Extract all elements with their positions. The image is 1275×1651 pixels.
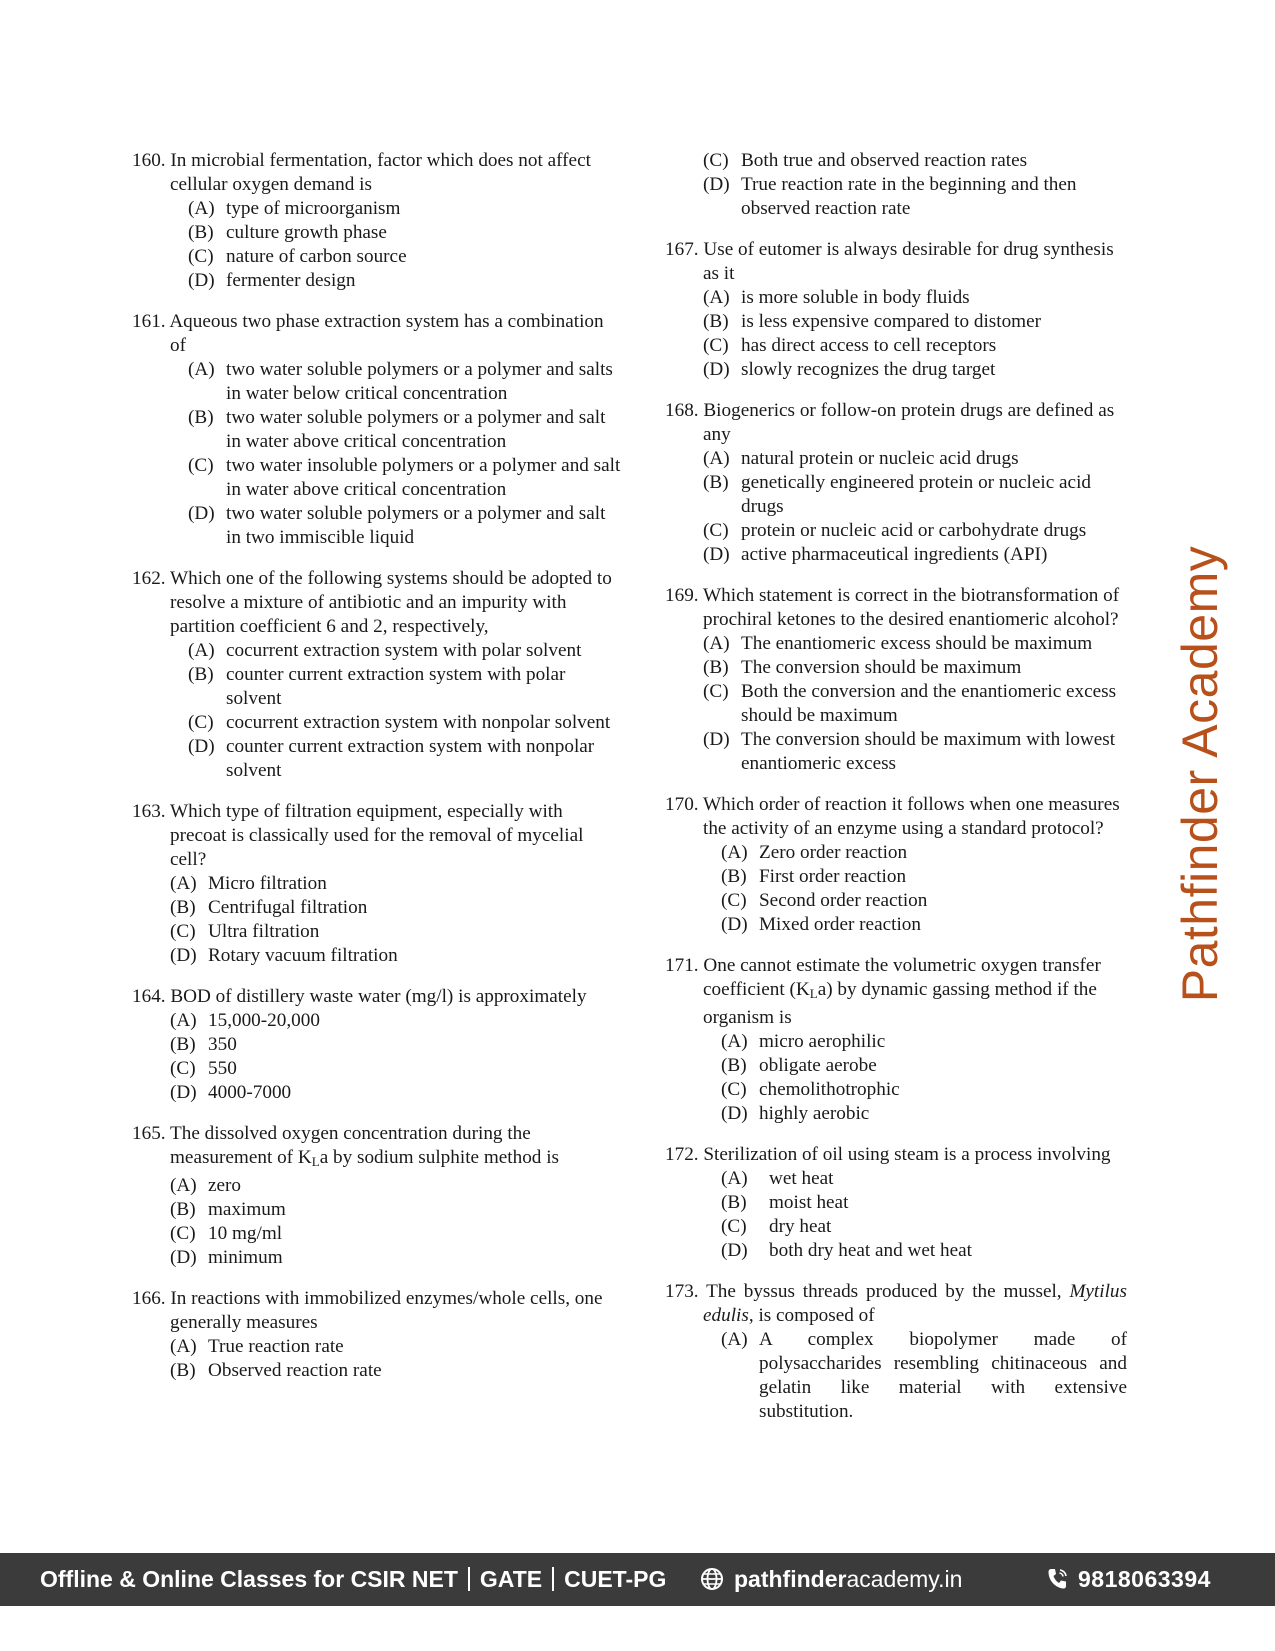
- question-stem: 164. BOD of distillery waste water (mg/l) is approximately: [132, 986, 587, 1007]
- option-text: cocurrent extraction system with polar solvent: [226, 640, 582, 661]
- question-block: [132, 149, 622, 293]
- option-letter: (B): [703, 311, 729, 332]
- answer-option: [188, 711, 622, 735]
- option-text: counter current extraction system with nonpolar solvent: [226, 736, 595, 781]
- options-list: [665, 841, 1127, 937]
- answer-option: [170, 1335, 622, 1359]
- answer-option: [170, 1174, 622, 1198]
- answer-option: [703, 656, 1127, 680]
- answer-option: [703, 358, 1127, 382]
- answer-option: [170, 1033, 622, 1057]
- answer-option: [170, 920, 622, 944]
- answer-option: [188, 454, 622, 502]
- answer-option: [721, 1215, 1127, 1239]
- answer-option: [188, 639, 622, 663]
- option-text: Observed reaction rate: [208, 1360, 382, 1381]
- answer-option: [721, 1191, 1127, 1215]
- right-column: [665, 149, 1127, 1441]
- option-text: minimum: [208, 1247, 283, 1268]
- option-letter: (B): [188, 222, 214, 243]
- stem-subscript: L: [809, 986, 818, 1001]
- option-letter: (C): [188, 712, 214, 733]
- option-letter: (A): [188, 198, 215, 219]
- answer-option: [721, 889, 1127, 913]
- option-letter: (C): [703, 335, 729, 356]
- option-text: 4000-7000: [208, 1082, 292, 1103]
- option-text: Zero order reaction: [759, 842, 908, 863]
- option-text: genetically engineered protein or nucleic acid drugs: [741, 472, 1092, 517]
- option-letter: (C): [170, 1058, 196, 1079]
- option-text: natural protein or nucleic acid drugs: [741, 448, 1019, 469]
- stem-subscript: L: [311, 1154, 320, 1169]
- option-text: two water soluble polymers or a polymer and salt in two immiscible liquid: [226, 503, 606, 548]
- answer-option: [703, 680, 1127, 728]
- option-letter: (C): [188, 246, 214, 267]
- option-text: 10 mg/ml: [208, 1223, 283, 1244]
- option-letter: (D): [170, 945, 197, 966]
- options-list: [132, 872, 622, 968]
- option-letter: (A): [703, 633, 730, 654]
- option-text: active pharmaceutical ingredients (API): [741, 544, 1048, 565]
- option-letter: (B): [170, 1360, 196, 1381]
- option-letter: (C): [170, 921, 196, 942]
- option-text: two water soluble polymers or a polymer and salt in water above critical concentration: [226, 407, 606, 452]
- footer-classes-csir: Offline & Online Classes for CSIR NET: [40, 1566, 458, 1592]
- answer-option: [703, 310, 1127, 334]
- option-letter: (B): [721, 866, 747, 887]
- question-stem: [132, 1122, 622, 1174]
- answer-option: [188, 221, 622, 245]
- option-text: The conversion should be maximum with lowest enantiomeric excess: [741, 729, 1116, 774]
- answer-option: [721, 865, 1127, 889]
- option-text: Both the conversion and the enantiomeric excess should be maximum: [741, 681, 1117, 726]
- option-text: micro aerophilic: [759, 1031, 886, 1052]
- option-text: two water insoluble polymers or a polymer and salt in water above critical concentration: [226, 455, 621, 500]
- footer-phone[interactable]: [1046, 1566, 1211, 1593]
- question-stem: 161. Aqueous two phase extraction system has a combination of: [132, 311, 604, 356]
- option-letter: (A): [170, 1010, 197, 1031]
- answer-option: [170, 1359, 622, 1383]
- question-stem: 168. Biogenerics or follow-on protein drugs are defined as any: [665, 400, 1115, 445]
- footer-separator: [468, 1567, 470, 1591]
- option-letter: (C): [170, 1223, 196, 1244]
- option-letter: (C): [703, 681, 729, 702]
- answer-option: [721, 1054, 1127, 1078]
- question-block: [665, 238, 1127, 382]
- stem-text: 165. The dissolved oxygen concentration during the measurement of K: [132, 1123, 531, 1168]
- stem-text: , is composed of: [748, 1305, 875, 1326]
- answer-option: [188, 663, 622, 711]
- options-list: [132, 639, 622, 783]
- option-text: First order reaction: [759, 866, 907, 887]
- stem-text: 173. The byssus threads produced by the mussel,: [665, 1281, 1070, 1302]
- option-letter: (D): [188, 503, 215, 524]
- option-text: zero: [208, 1175, 242, 1196]
- footer-classes-gate: GATE: [479, 1566, 543, 1592]
- options-list: [132, 197, 622, 293]
- option-text: True reaction rate: [208, 1336, 344, 1357]
- option-text: slowly recognizes the drug target: [741, 359, 996, 380]
- option-letter: (D): [721, 1103, 748, 1124]
- option-letter: (B): [188, 407, 214, 428]
- option-text: The enantiomeric excess should be maximum: [741, 633, 1093, 654]
- question-block: [132, 1122, 622, 1270]
- option-letter: (A): [721, 1168, 748, 1189]
- answer-option: [703, 286, 1127, 310]
- options-list: [132, 1174, 622, 1270]
- option-letter: (D): [188, 270, 215, 291]
- footer-separator: [552, 1567, 554, 1591]
- option-text: fermenter design: [226, 270, 356, 291]
- question-block: [132, 800, 622, 968]
- option-text: both dry heat and wet heat: [769, 1240, 972, 1261]
- answer-option: [188, 197, 622, 221]
- option-letter: (D): [170, 1082, 197, 1103]
- option-text: Micro filtration: [208, 873, 327, 894]
- answer-option: [170, 1009, 622, 1033]
- option-text: culture growth phase: [226, 222, 387, 243]
- phone-number: 9818063394: [1078, 1566, 1211, 1592]
- answer-option: [721, 1030, 1127, 1054]
- option-letter: (D): [703, 359, 730, 380]
- stem-text: 171. One cannot estimate the volumetric oxygen transfer coefficient (K: [665, 955, 1101, 1000]
- option-text: two water soluble polymers or a polymer and salts in water below critical concentration: [226, 359, 613, 404]
- answer-option: [703, 334, 1127, 358]
- option-text: A complex biopolymer made of polysaccharides resembling chitinaceous and gelatin like material with extensive substitution.: [759, 1329, 1127, 1422]
- options-list: [665, 1030, 1127, 1126]
- option-letter: (D): [721, 1240, 748, 1261]
- option-text: has direct access to cell receptors: [741, 335, 997, 356]
- option-letter: (D): [188, 736, 215, 757]
- answer-option: [703, 447, 1127, 471]
- question-stem: 160. In microbial fermentation, factor which does not affect cellular oxygen demand is: [132, 150, 591, 195]
- stem-text: a by sodium sulphite method is: [319, 1147, 559, 1168]
- footer-website[interactable]: [700, 1566, 962, 1593]
- footer-classes-cuet: CUET-PG: [564, 1566, 667, 1592]
- option-letter: (C): [721, 890, 747, 911]
- question-block: [665, 1280, 1127, 1424]
- option-letter: (C): [703, 520, 729, 541]
- question-stem: [665, 1280, 1127, 1328]
- website-bold: pathfinder: [734, 1566, 847, 1592]
- answer-option: [703, 519, 1127, 543]
- answer-option: [721, 1078, 1127, 1102]
- question-stem: 163. Which type of filtration equipment, especially with precoat is classically used for the removal of mycelial cell?: [132, 801, 584, 870]
- option-letter: (C): [721, 1079, 747, 1100]
- left-column: [132, 149, 622, 1400]
- phone-icon: [1046, 1567, 1068, 1591]
- answer-option: [703, 149, 1127, 173]
- options-list: [132, 358, 622, 550]
- option-letter: (B): [170, 897, 196, 918]
- option-text: The conversion should be maximum: [741, 657, 1022, 678]
- option-letter: (A): [721, 1031, 748, 1052]
- answer-option: [170, 1246, 622, 1270]
- options-list: [132, 1009, 622, 1105]
- answer-option: [188, 406, 622, 454]
- option-text: moist heat: [769, 1192, 849, 1213]
- option-text: counter current extraction system with polar solvent: [226, 664, 566, 709]
- answer-option: [188, 245, 622, 269]
- option-letter: (D): [703, 729, 730, 750]
- option-text: is more soluble in body fluids: [741, 287, 970, 308]
- option-text: Mixed order reaction: [759, 914, 921, 935]
- footer-banner: [0, 1553, 1275, 1606]
- option-text: Rotary vacuum filtration: [208, 945, 398, 966]
- option-text: obligate aerobe: [759, 1055, 877, 1076]
- answer-option: [721, 1239, 1127, 1263]
- answer-option: [170, 1081, 622, 1105]
- option-text: protein or nucleic acid or carbohydrate drugs: [741, 520, 1087, 541]
- options-list: [665, 149, 1127, 221]
- question-stem: 167. Use of eutomer is always desirable for drug synthesis as it: [665, 239, 1114, 284]
- option-text: 550: [208, 1058, 237, 1079]
- answer-option: [721, 1328, 1127, 1424]
- answer-option: [170, 872, 622, 896]
- option-letter: (D): [170, 1247, 197, 1268]
- option-letter: (A): [188, 640, 215, 661]
- globe-icon: [700, 1567, 724, 1591]
- option-text: 15,000-20,000: [208, 1010, 320, 1031]
- option-text: Both true and observed reaction rates: [741, 150, 1028, 171]
- option-text: Ultra filtration: [208, 921, 320, 942]
- option-letter: (C): [188, 455, 214, 476]
- option-text: chemolithotrophic: [759, 1079, 900, 1100]
- option-text: True reaction rate in the beginning and then observed reaction rate: [741, 174, 1077, 219]
- answer-option: [188, 735, 622, 783]
- option-letter: (A): [170, 873, 197, 894]
- answer-option: [703, 632, 1127, 656]
- options-list: [665, 286, 1127, 382]
- option-text: is less expensive compared to distomer: [741, 311, 1042, 332]
- option-letter: (A): [721, 1329, 748, 1350]
- option-text: type of microorganism: [226, 198, 401, 219]
- question-stem: 170. Which order of reaction it follows when one measures the activity of an enzyme using a standard protocol?: [665, 794, 1120, 839]
- option-text: 350: [208, 1034, 237, 1055]
- question-continuation: [665, 149, 1127, 221]
- option-letter: (A): [170, 1175, 197, 1196]
- answer-option: [170, 1198, 622, 1222]
- option-letter: (A): [170, 1336, 197, 1357]
- question-stem: 166. In reactions with immobilized enzymes/whole cells, one generally measures: [132, 1288, 603, 1333]
- question-stem: 162. Which one of the following systems should be adopted to resolve a mixture of antibiotic and an impurity with partition coefficient 6 and 2, respectively,: [132, 568, 612, 637]
- stem-text: a) by dynamic gassing method if the organism is: [703, 979, 1097, 1028]
- option-text: maximum: [208, 1199, 286, 1220]
- option-letter: (B): [721, 1055, 747, 1076]
- options-list: [665, 1328, 1127, 1424]
- option-letter: (B): [703, 472, 729, 493]
- stem-italic-species: Mytilus edulis: [703, 1281, 1127, 1326]
- question-block: [665, 399, 1127, 567]
- question-block: [132, 310, 622, 550]
- option-letter: (B): [703, 657, 729, 678]
- option-letter: (C): [721, 1216, 747, 1237]
- option-text: Second order reaction: [759, 890, 928, 911]
- option-text: highly aerobic: [759, 1103, 870, 1124]
- question-block: [132, 1287, 622, 1383]
- answer-option: [170, 1057, 622, 1081]
- option-letter: (A): [703, 448, 730, 469]
- option-letter: (D): [703, 174, 730, 195]
- answer-option: [721, 1102, 1127, 1126]
- question-block: [132, 567, 622, 783]
- answer-option: [188, 502, 622, 550]
- question-block: [665, 954, 1127, 1126]
- answer-option: [170, 896, 622, 920]
- options-list: [665, 1167, 1127, 1263]
- option-letter: (D): [721, 914, 748, 935]
- question-stem: 169. Which statement is correct in the biotransformation of prochiral ketones to the desired enantiomeric alcohol?: [665, 585, 1120, 630]
- option-text: wet heat: [769, 1168, 834, 1189]
- question-block: [665, 1143, 1127, 1263]
- option-letter: (B): [170, 1199, 196, 1220]
- option-letter: (B): [721, 1192, 747, 1213]
- question-block: [132, 985, 622, 1105]
- watermark: Pathfinder Academy: [1172, 545, 1228, 1003]
- option-letter: (B): [188, 664, 214, 685]
- answer-option: [703, 471, 1127, 519]
- option-text: cocurrent extraction system with nonpolar solvent: [226, 712, 611, 733]
- answer-option: [188, 358, 622, 406]
- question-stem: 172. Sterilization of oil using steam is a process involving: [665, 1144, 1111, 1165]
- answer-option: [721, 1167, 1127, 1191]
- option-letter: (C): [703, 150, 729, 171]
- question-stem: [665, 954, 1127, 1030]
- question-block: [665, 793, 1127, 937]
- option-text: dry heat: [769, 1216, 832, 1237]
- options-list: [132, 1335, 622, 1383]
- answer-option: [703, 728, 1127, 776]
- answer-option: [188, 269, 622, 293]
- footer-classes: [40, 1566, 666, 1593]
- option-text: Centrifugal filtration: [208, 897, 368, 918]
- option-letter: (B): [170, 1034, 196, 1055]
- answer-option: [721, 841, 1127, 865]
- option-letter: (A): [721, 842, 748, 863]
- options-list: [665, 632, 1127, 776]
- options-list: [665, 447, 1127, 567]
- option-letter: (A): [703, 287, 730, 308]
- answer-option: [703, 173, 1127, 221]
- option-letter: (A): [188, 359, 215, 380]
- question-block: [665, 584, 1127, 776]
- answer-option: [170, 944, 622, 968]
- answer-option: [170, 1222, 622, 1246]
- answer-option: [721, 913, 1127, 937]
- answer-option: [703, 543, 1127, 567]
- website-light: academy.in: [846, 1566, 963, 1592]
- option-letter: (D): [703, 544, 730, 565]
- option-text: nature of carbon source: [226, 246, 407, 267]
